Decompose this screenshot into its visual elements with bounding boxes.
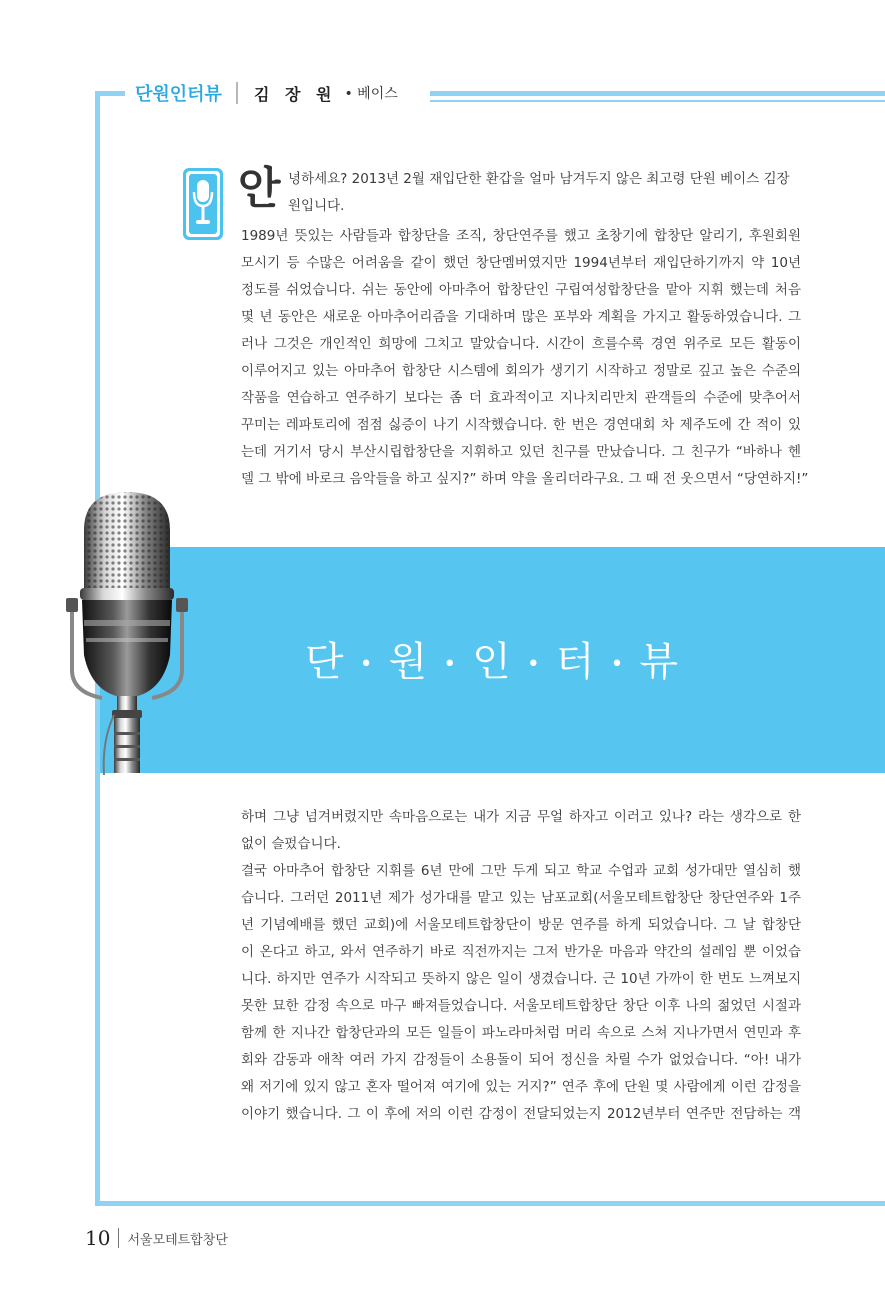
banner-dot: • [359,651,375,677]
text-line: 1989년 뜻있는 사람들과 합창단을 조직, 창단연주를 했고 초창기에 합창단 알리기, 후원회원 [241,228,801,244]
microphone-badge-icon [183,168,223,240]
banner-dot: • [443,651,459,677]
banner-dot: • [526,651,542,677]
section-header [125,78,408,108]
banner-title [100,630,885,687]
interviewee-role: • 베이스 [344,86,398,102]
text-line: 못한 묘한 감정 속으로 마구 빠져들었습니다. 서울모테트합창단 창단 이후 나의 젊었던 시절과 [241,998,801,1014]
text-line: 왜 저기에 있지 않고 혼자 떨어져 여기에 있는 거지?” 연주 후에 단원 몇 사람에게 이런 감정을 [241,1079,801,1095]
section-title: 단원인터뷰 [135,84,222,105]
frame-bottom-rule [95,1201,885,1206]
banner-char: 터 [555,639,597,685]
page-number: 10 [85,1226,111,1250]
header-divider [236,82,238,104]
banner-dot: • [610,651,626,677]
text-line: 회와 감동과 애착 여러 가지 감정들이 소용돌이 되어 정신을 차릴 수가 없었습니다. “아! 내가 [241,1052,801,1068]
intro-first-lines [288,166,801,220]
frame-top-right-rule [430,91,885,96]
text-line: 작품을 연습하고 연주하기 보다는 좀 더 효과적이고 지나치리만치 관객들의 수준에 맞추어서 [241,390,801,406]
footer-divider [118,1228,119,1248]
text-line: 함께 한 지나간 합창단과의 모든 일들이 파노라마처럼 머리 속으로 스쳐 지나가면서 연민과 후 [241,1025,801,1041]
banner-char: 단 [304,639,346,685]
intro-line: 원입니다. [288,198,345,214]
text-line: 이루어지고 있는 아마추어 합창단 시스템에 회의가 생기기 시작하고 정말로 깊고 높은 수준의 [241,363,801,379]
interviewee-name: 김 장 원 [253,84,337,104]
text-line: 러나 그것은 개인적인 희망에 그치고 말았습니다. 시간이 흐를수록 경연 위주로 모든 활동이 [241,336,801,352]
text-line: 꾸미는 레파토리에 점점 싫증이 나기 시작했습니다. 한 번은 경연대회 차 제주도에 간 적이 있 [241,417,801,433]
text-line: 결국 아마추어 합창단 지휘를 6년 만에 그만 두게 되고 학교 수업과 교회 성가대만 열심히 했 [241,863,801,879]
text-line: 델 그 밖에 바로크 음악들을 하고 싶지?” 하며 약을 올리더라구요. 그 때 전 웃으면서 “당연하지!” [241,471,809,487]
text-line: 이 온다고 하고, 와서 연주하기 바로 직전까지는 그저 반가운 마음과 약간의 설레임 뿐 이었습 [241,944,801,960]
text-line: 년 기념예배를 했던 교회)에 서울모테트합창단이 방문 연주를 하게 되었습니다. 그 날 합창단 [241,917,801,933]
publication-name: 서울모테트합창단 [127,1232,228,1248]
banner-char: 뷰 [639,639,681,685]
banner-char: 인 [472,639,513,685]
text-line: 는데 거기서 당시 부산시립합창단을 지휘하고 있던 친구를 만났습니다. 그 친구가 “바하나 헨 [241,444,801,460]
page-footer [85,1226,228,1250]
banner-char: 원 [388,639,430,685]
text-line: 없이 슬펐습니다. [241,836,341,852]
text-line: 정도를 쉬었습니다. 쉬는 동안에 아마추어 합창단인 구립여성합창단을 맡아 지휘 했는데 처음 [241,282,801,298]
text-line: 니다. 하지만 연주가 시작되고 뜻하지 않은 일이 생겼습니다. 근 10년 가까이 한 번도 느껴보지 [241,971,801,987]
paragraph-1 [241,223,809,493]
intro-line: 녕하세요? 2013년 2월 재입단한 환갑을 얼마 남겨두지 않은 최고령 단원 베이스 김장 [288,171,790,187]
frame-top-right-thin-rule [430,100,885,102]
text-line: 이야기 했습니다. 그 이 후에 저의 이런 감정이 전달되었는지 2012년부터 연주만 전담하는 객 [241,1106,801,1122]
frame-top-left-rule [100,91,125,96]
paragraph-2 [241,804,801,1128]
text-line: 몇 년 동안은 새로운 아마추어리즘을 기대하며 많은 포부와 계획을 가지고 활동하였습니다. 그 [241,309,801,325]
text-line: 모시기 등 수많은 어려움을 같이 했던 창단멤버였지만 1994년부터 재입단하기까지 약 10년 [241,255,801,271]
text-line: 습니다. 그러던 2011년 제가 성가대를 맡고 있는 남포교회(서울모테트합창단 창단연주와 1주 [241,890,801,906]
vintage-microphone-image [62,470,197,780]
text-line: 하며 그냥 넘겨버렸지만 속마음으로는 내가 지금 무얼 하자고 이러고 있나? 라는 생각으로 한 [241,809,801,825]
drop-cap: 안 [238,163,281,214]
